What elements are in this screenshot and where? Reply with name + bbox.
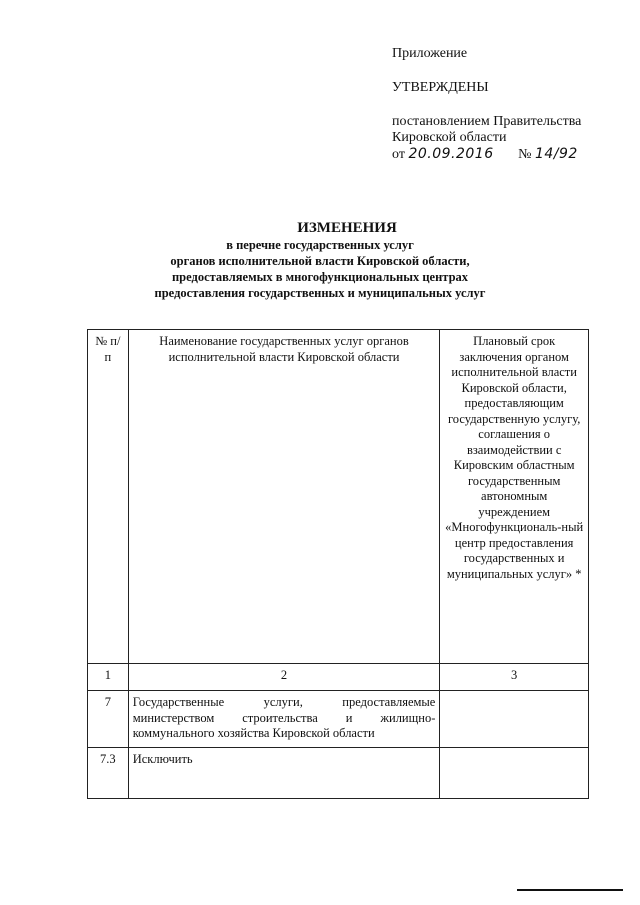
number-prefix: № — [518, 147, 532, 162]
table-row — [88, 691, 589, 748]
column-number-3: 3 — [440, 664, 589, 691]
date-prefix: от — [392, 147, 405, 162]
date-number-line — [392, 146, 622, 163]
changes-table — [87, 329, 589, 799]
row-service-name: Исключить — [128, 748, 440, 799]
handwritten-number: 14/92 — [534, 146, 578, 162]
title-line-1: в перечне государственных услуг — [226, 238, 414, 252]
row-term — [440, 691, 589, 748]
resolution-line-2: Кировской области — [392, 130, 507, 145]
header-service-name: Наименование государственных услуг органов исполнительной власти Кировской области — [128, 330, 440, 664]
row-service-name: Государственные услуги, предоставляемые министерством строительства и жилищно-коммунального хозяйства Кировской области — [128, 691, 440, 748]
row-number: 7 — [88, 691, 129, 748]
footer-divider — [517, 889, 623, 891]
column-number-2: 2 — [128, 664, 440, 691]
table-header-row — [88, 330, 589, 664]
title-line-4: предоставления государственных и муниципальных услуг — [154, 286, 486, 300]
row-term — [440, 748, 589, 799]
row-number: 7.3 — [88, 748, 129, 799]
handwritten-date: 20.09.2016 — [408, 146, 494, 162]
header-number: № п/п — [88, 330, 129, 664]
table-row — [88, 748, 589, 799]
column-number-1: 1 — [88, 664, 129, 691]
column-number-row — [88, 664, 589, 691]
resolution-line-1: постановлением Правительства — [392, 114, 582, 129]
approved-label: УТВЕРЖДЕНЫ — [392, 80, 489, 95]
approval-block — [392, 46, 622, 163]
header-planned-term: Плановый срок заключения органом исполнительной власти Кировской области, предоставляющим государственную услугу, соглашения о взаимодействии с Кировским областным государственным автономным учреждением «Многофункциональ-ный центр предоставления государственных и муниципальных услуг» * — [440, 330, 589, 664]
document-title — [0, 219, 640, 301]
title-line-3: предоставляемых в многофункциональных центрах — [171, 270, 469, 284]
appendix-label: Приложение — [392, 46, 468, 61]
title-main: ИЗМЕНЕНИЯ — [297, 220, 397, 236]
title-line-2: органов исполнительной власти Кировской области, — [170, 254, 470, 268]
